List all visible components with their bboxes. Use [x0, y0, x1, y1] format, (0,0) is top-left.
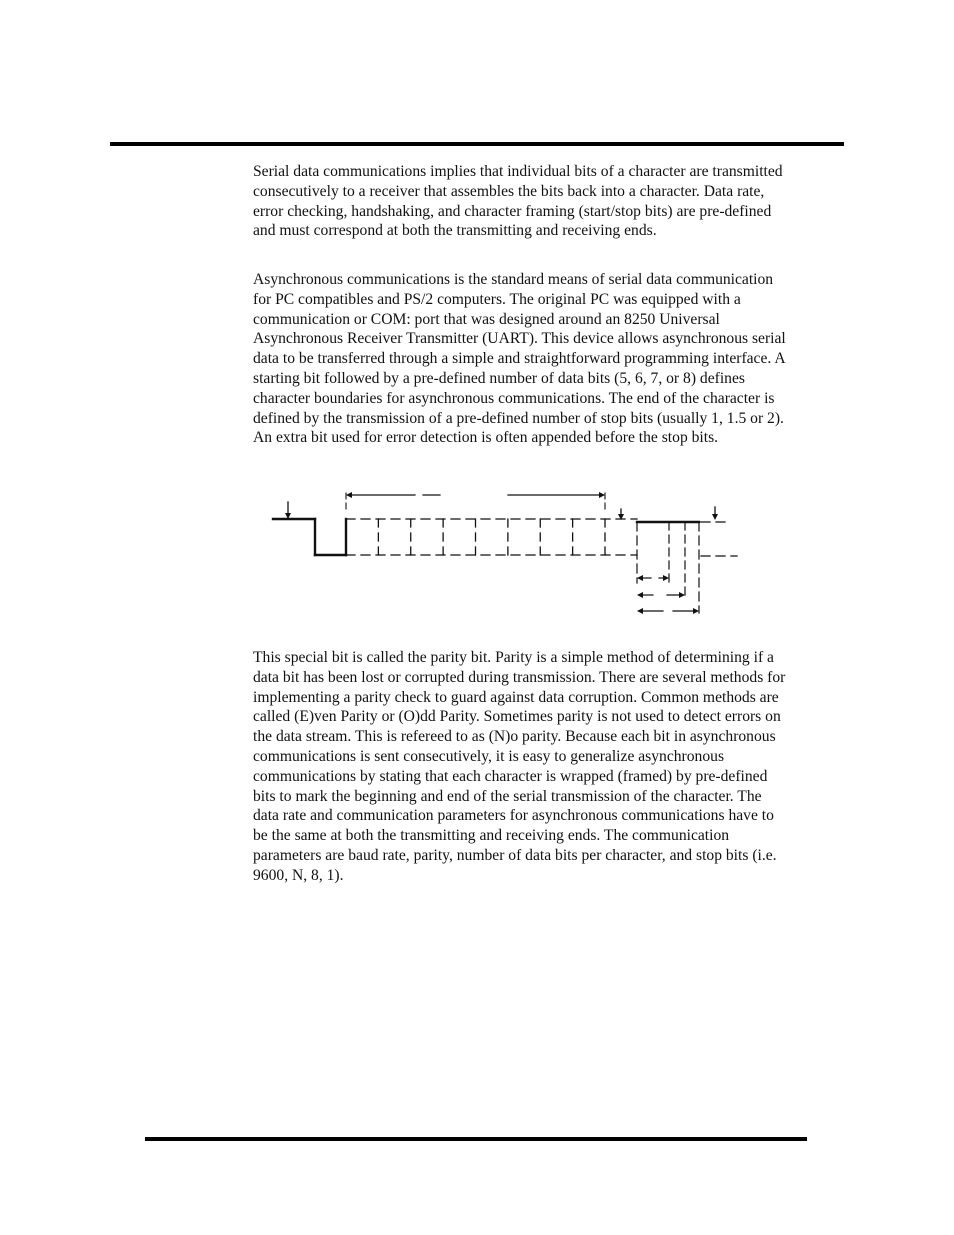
stop-2-arrowhead-right: [693, 608, 699, 614]
data-span-arrowhead-left: [346, 492, 352, 498]
text-line: called (E)ven Parity or (O)dd Parity. Sometimes parity is not used to detect errors on: [253, 708, 781, 726]
text-line: character boundaries for asynchronous communications. The end of the character is: [253, 389, 775, 407]
header-rule: [110, 142, 844, 146]
text-line: communications by stating that each character is wrapped (framed) by pre-defined: [253, 767, 768, 785]
text-line: implementing a parity check to guard against data corruption. Common methods are: [253, 688, 779, 706]
stop-2-arrowhead-left: [637, 608, 643, 614]
text-line: 9600, N, 8, 1).: [253, 866, 344, 884]
text-line: This special bit is called the parity bit. Parity is a simple method of determining if a: [253, 649, 774, 666]
text-line: starting bit followed by a pre-defined number of data bits (5, 6, 7, or 8) defines: [253, 369, 745, 387]
data-span-arrowhead-right: [599, 492, 605, 498]
text-line: for PC compatibles and PS/2 computers. The original PC was equipped with a: [253, 290, 741, 308]
text-line: consecutively to a receiver that assembles the bits back into a character. Data rate,: [253, 182, 765, 200]
text-line: communication or COM: port that was designed around an 8250 Universal: [253, 310, 720, 328]
stop-1-5-arrowhead-right: [679, 592, 685, 598]
text-line: Serial data communications implies that individual bits of a character are transmitted: [253, 163, 783, 180]
paragraph-serial-intro: [253, 162, 845, 241]
text-line: communications is sent consecutively, it is easy to generalize asynchronous: [253, 747, 725, 765]
text-line: Asynchronous Receiver Transmitter (UART). This device allows asynchronous serial: [253, 330, 786, 348]
stop-1-arrowhead-left: [637, 575, 643, 581]
text-line: data to be transferred through a simple and straightforward programming interface. A: [253, 350, 786, 368]
paragraph-async-communications: [253, 270, 845, 448]
text-line: be the same at both the transmitting and receiving ends. The communication: [253, 827, 730, 845]
text-line: and must correspond at both the transmitting and receiving ends.: [253, 222, 657, 240]
text-line: data bit has been lost or corrupted during transmission. There are several methods for: [253, 668, 786, 686]
text-line: the data stream. This is refereed to as (N)o parity. Because each bit in asynchronous: [253, 728, 776, 746]
text-line: parameters are baud rate, parity, number of data bits per character, and stop bits (i.e.: [253, 846, 777, 864]
text-line: defined by the transmission of a pre-defined number of stop bits (usually 1, 1.5 or 2).: [253, 409, 784, 427]
stop-1-5-arrowhead-left: [637, 592, 643, 598]
paragraph-parity: [253, 648, 845, 886]
text-line: bits to mark the beginning and end of the serial transmission of the character. The: [253, 787, 762, 805]
async-frame-timing-diagram: [265, 485, 745, 620]
text-line: An extra bit used for error detection is often appended before the stop bits.: [253, 429, 719, 447]
text-line: data rate and communication parameters for asynchronous communications have to: [253, 807, 774, 825]
end-marker-arrowhead: [712, 514, 718, 520]
text-line: error checking, handshaking, and character framing (start/stop bits) are pre-defined: [253, 202, 772, 220]
stop-1-arrowhead-right: [663, 575, 669, 581]
text-line: Asynchronous communications is the standard means of serial data communication: [253, 271, 774, 288]
footer-rule: [145, 1137, 807, 1141]
